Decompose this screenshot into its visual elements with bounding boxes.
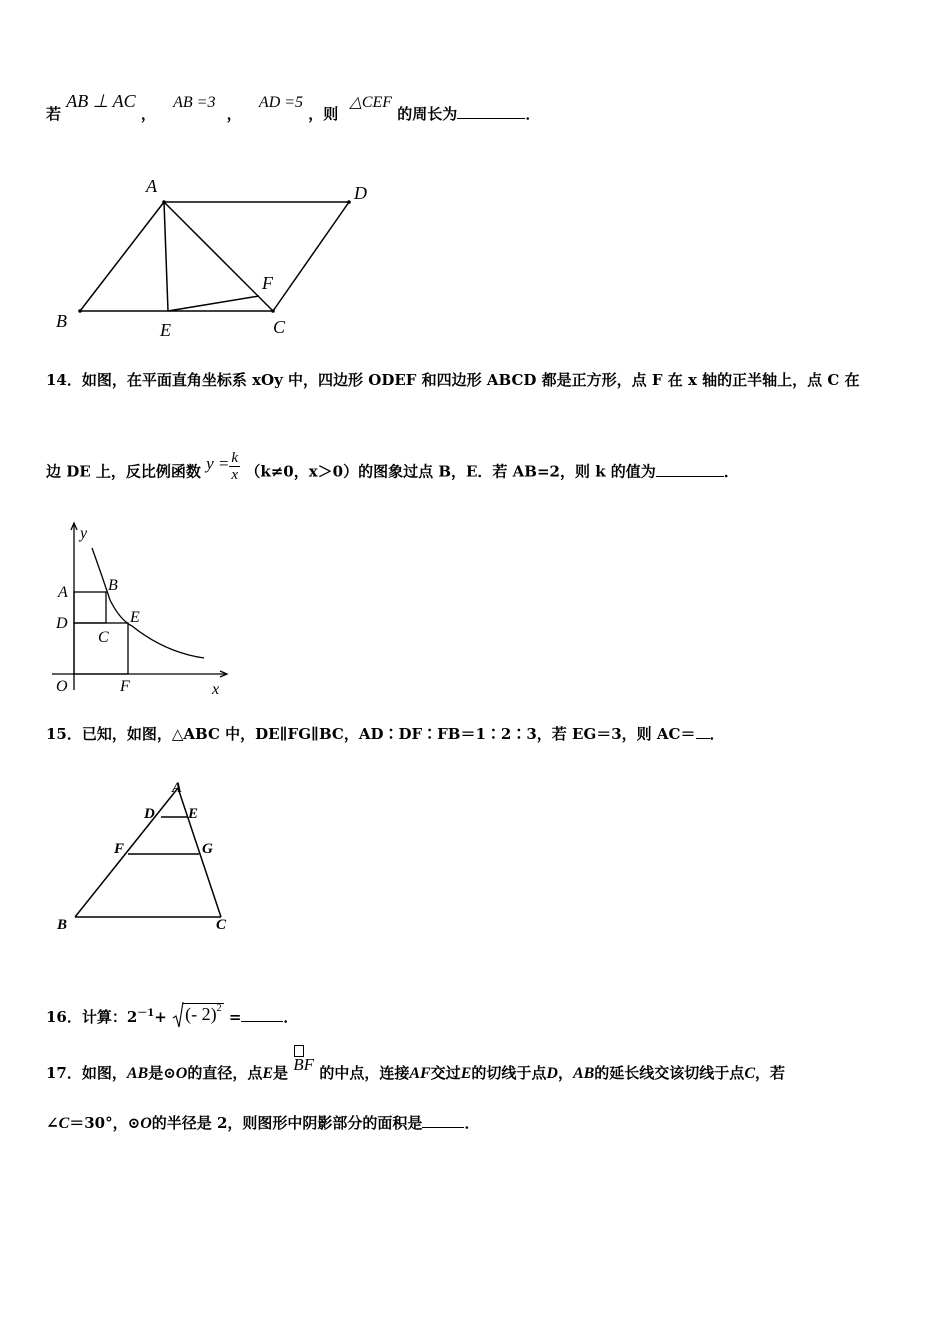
- q13-seg-ac: [164, 202, 273, 311]
- q15-label-c: C: [216, 917, 227, 933]
- q13-seg-cd: [273, 202, 349, 311]
- q13-prefix: 若: [46, 105, 62, 123]
- q16-prefix: 16．计算：2: [46, 1008, 138, 1026]
- q14-line2-suffix: （k≠0，x＞0）的图象过点 B，E．若 AB=2，则 k 的值为: [245, 462, 656, 481]
- q14-label-c: C: [98, 629, 109, 646]
- q13-label-a: A: [146, 176, 157, 196]
- q14-label-a: A: [58, 584, 68, 601]
- q15-label-g: G: [202, 841, 213, 857]
- q14-func-den: x: [231, 467, 239, 483]
- q13-math-ab: AB =3: [173, 94, 216, 111]
- q13-label-e: E: [160, 320, 171, 340]
- q16-sqrt: [172, 1001, 223, 1029]
- q14-label-f: F: [120, 678, 130, 695]
- q13-label-d: D: [354, 183, 367, 203]
- q16-radicand-exponent: 2: [216, 1002, 222, 1014]
- q17-line1: 17．如图，AB是⊙O的直径，点E是 BF 的中点，连接AF交过E的切线于点D，AB的延长线交该切线于点C，若: [46, 1063, 785, 1084]
- q17-line2: ∠C＝30°，⊙O的半径是 2，则图形中阴影部分的面积是 ．: [46, 1114, 480, 1132]
- q15-label-a: A: [172, 780, 183, 796]
- q14-label-d: D: [56, 615, 68, 632]
- q14-label-x: x: [212, 681, 220, 698]
- q14-square-abcd: [74, 592, 106, 623]
- q14-line2-prefix: 边 DE 上，反比例函数: [46, 462, 201, 481]
- q13-sep2: ，: [226, 105, 242, 123]
- q15-answer-blank: [696, 724, 710, 739]
- q15-seg-ac: [178, 788, 221, 917]
- q17-answer-blank: [422, 1113, 464, 1128]
- q14-curve: [92, 548, 204, 658]
- q16-exponent: －1: [137, 1008, 155, 1019]
- q14-label-e: E: [130, 609, 140, 626]
- q14-label-b: B: [108, 577, 118, 594]
- q14-line2: [46, 450, 739, 489]
- q16-eq: =: [228, 1008, 242, 1026]
- q15-label-b: B: [57, 917, 68, 933]
- q14-func-num: k: [231, 450, 239, 466]
- q16-answer-blank: [241, 1007, 283, 1022]
- q13-math-ad: AD =5: [258, 94, 304, 111]
- q15-label-e: E: [188, 806, 199, 822]
- q14-fraction: [229, 450, 240, 483]
- q14-label-y: y: [80, 525, 88, 542]
- q13-line: [46, 91, 541, 125]
- q16-end: ．: [283, 1008, 299, 1026]
- q13-suffix: 的周长为: [397, 105, 458, 123]
- q13-answer-blank: [457, 104, 525, 119]
- q13-sep3: ，则: [308, 105, 339, 123]
- q15-text: 15．已知，如图，△ABC 中，DE∥FG∥BC，AD∶DF∶FB＝1∶2∶3，若 EG＝3，则 AC＝: [46, 725, 696, 743]
- q13-seg-ae: [164, 202, 168, 311]
- q13-label-f: F: [262, 273, 273, 293]
- q17-arc-mark: [294, 1045, 304, 1057]
- q14-end: ．: [723, 462, 739, 481]
- q13-figure: [46, 168, 386, 343]
- q14-answer-blank: [656, 462, 724, 477]
- q13-sep1: ，: [140, 105, 156, 123]
- q13-label-b: B: [56, 311, 67, 331]
- q14-figure: [46, 518, 246, 700]
- q16-plus: +: [154, 1008, 167, 1026]
- q15-end: ．: [709, 725, 725, 743]
- q14-label-o: O: [56, 678, 68, 695]
- q16-line: [46, 1004, 298, 1032]
- q17-arc: BF: [293, 1055, 314, 1075]
- q15-line: [46, 724, 725, 744]
- q15-label-f: F: [114, 841, 125, 857]
- q13-math-cef: △CEF: [349, 94, 393, 111]
- q16-radicand: (- 2)$^2$: [183, 1003, 223, 1028]
- q14-func-y: y =: [206, 453, 230, 473]
- q15-seg-ab: [75, 788, 178, 917]
- q15-figure: [46, 772, 246, 940]
- q13-seg-ef: [168, 296, 259, 311]
- q13-seg-ab: [80, 202, 164, 311]
- q14-line1: 14．如图，在平面直角坐标系 xOy 中，四边形 ODEF 和四边形 ABCD 都是正方形，点 F 在 x 轴的正半轴上，点 C 在: [46, 371, 860, 389]
- q15-label-d: D: [144, 806, 155, 822]
- q13-math-perp: AB ⊥ AC: [66, 91, 136, 111]
- q13-label-c: C: [273, 317, 286, 337]
- q13-end: ．: [525, 105, 541, 123]
